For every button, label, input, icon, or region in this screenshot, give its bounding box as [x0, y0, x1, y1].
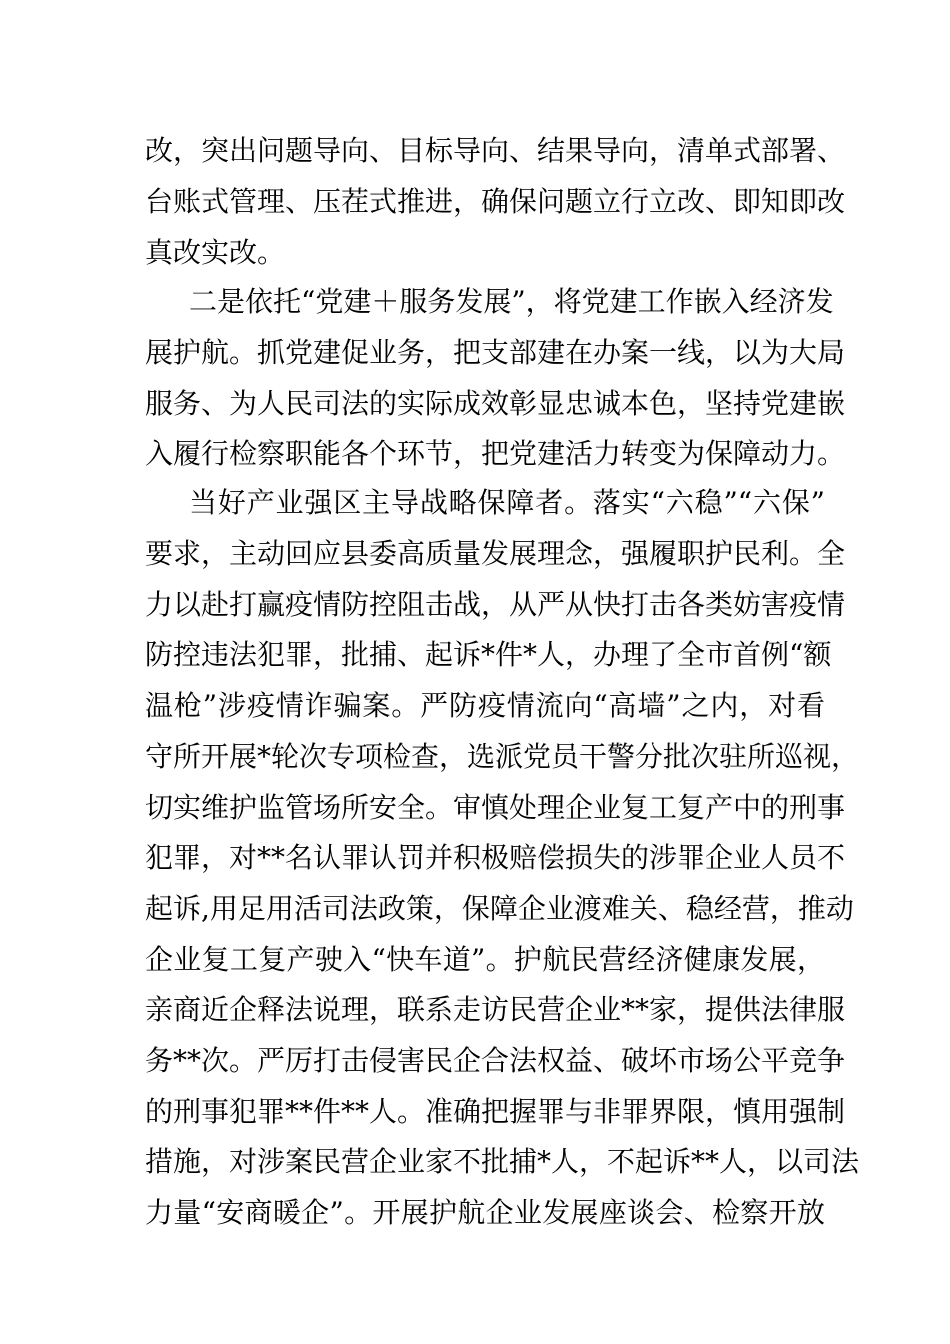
text-line: 务**次。严厉打击侵害民企合法权益、破坏市场公平竞争: [145, 1044, 846, 1077]
text-line: 入履行检察职能各个环节，把党建活力转变为保障动力。: [145, 437, 846, 470]
paragraph-first-line: 二是依托“党建＋服务发展”，将党建工作嵌入经济发: [189, 285, 834, 318]
text-line: 切实维护监管场所安全。审慎处理企业复工复产中的刑事: [145, 791, 846, 824]
text-line: 犯罪，对**名认罪认罚并积极赔偿损失的涉罪企业人员不: [145, 841, 846, 874]
text-line: 服务、为人民司法的实际成效彰显忠诚本色，坚持党建嵌: [145, 387, 846, 420]
text-line: 力量“安商暖企”。开展护航企业发展座谈会、检察开放: [145, 1196, 825, 1229]
text-line: 展护航。抓党建促业务，把支部建在办案一线，以为大局: [145, 336, 846, 369]
text-line: 亲商近企释法说理，联系走访民营企业**家，提供法律服: [145, 993, 846, 1026]
text-line: 改，突出问题导向、目标导向、结果导向，清单式部署、: [145, 134, 846, 167]
text-line: 防控违法犯罪，批捕、起诉*件*人，办理了全市首例“额: [145, 638, 832, 671]
text-line: 守所开展*轮次专项检查，选派党员干警分批次驻所巡视，: [145, 740, 860, 773]
text-line: 措施，对涉案民营企业家不批捕*人，不起诉**人，以司法: [145, 1145, 860, 1178]
text-line: 温枪”涉疫情诈骗案。严防疫情流向“高墙”之内，对看: [145, 689, 825, 722]
text-line: 力以赴打赢疫情防控阻击战，从严从快打击各类妨害疫情: [145, 588, 846, 621]
text-line: 台账式管理、压茬式推进，确保问题立行立改、即知即改: [145, 185, 846, 218]
text-line: 的刑事犯罪**件**人。准确把握罪与非罪界限，慎用强制: [145, 1095, 846, 1128]
text-line: 要求，主动回应县委高质量发展理念，强履职护民利。全: [145, 537, 846, 570]
text-line: 起诉,用足用活司法政策，保障企业渡难关、稳经营，推动: [145, 892, 854, 925]
text-line: 企业复工复产驶入“快车道”。护航民营经济健康发展，: [145, 943, 825, 976]
text-line: 真改实改。: [145, 236, 286, 269]
paragraph-first-line: 当好产业强区主导战略保障者。落实“六稳”“六保”: [189, 486, 825, 519]
